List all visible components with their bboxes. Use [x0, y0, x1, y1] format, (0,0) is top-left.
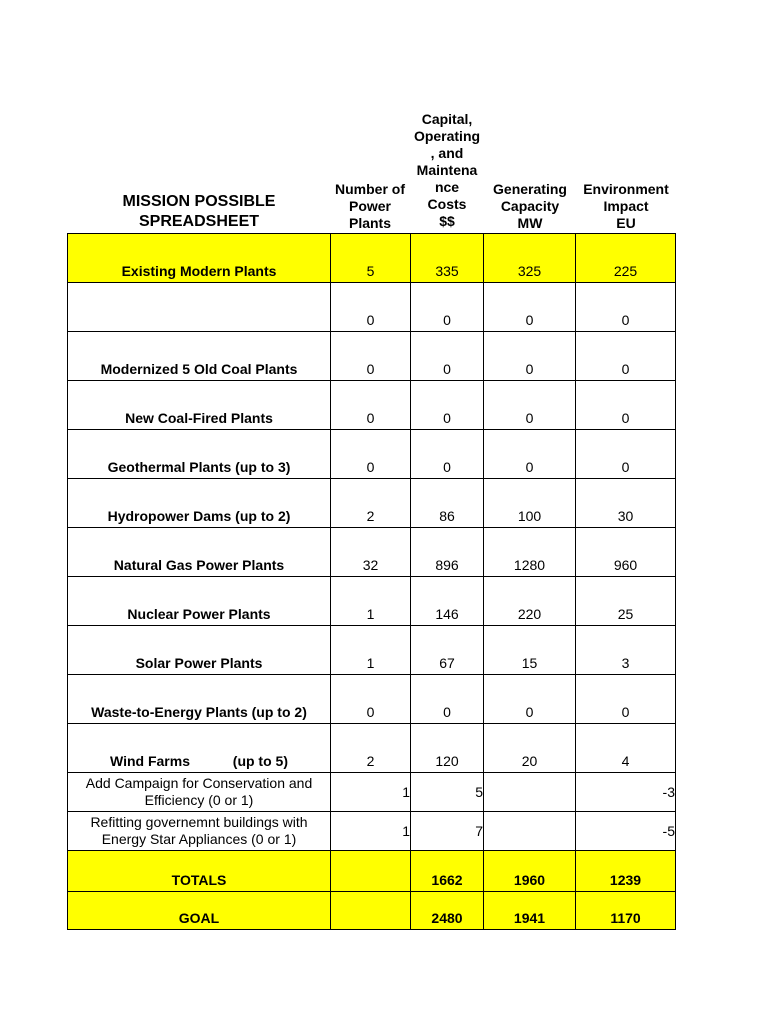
- cell-capacity[interactable]: [484, 773, 576, 812]
- header-environment-impact: Environment Impact EU: [583, 181, 669, 231]
- cell-number[interactable]: 2: [331, 479, 411, 528]
- cell-number[interactable]: 2: [331, 724, 411, 773]
- cell-costs[interactable]: 86: [411, 479, 484, 528]
- row-label[interactable]: New Coal-Fired Plants: [68, 381, 331, 430]
- cell-number[interactable]: 0: [331, 381, 411, 430]
- header-number-of-plants: Number of Power Plants: [335, 181, 405, 231]
- row-label[interactable]: Geothermal Plants (up to 3): [68, 430, 331, 479]
- page-title: MISSION POSSIBLE SPREADSHEET: [122, 193, 276, 230]
- cell-capacity[interactable]: 0: [484, 381, 576, 430]
- cell-capacity[interactable]: 1280: [484, 528, 576, 577]
- cell-capacity[interactable]: [484, 812, 576, 851]
- table-row: [68, 381, 676, 430]
- row-label[interactable]: Solar Power Plants: [68, 626, 331, 675]
- cell-costs[interactable]: 5: [411, 773, 484, 812]
- row-label[interactable]: Existing Modern Plants: [68, 234, 331, 283]
- row-label[interactable]: Modernized 5 Old Coal Plants: [68, 332, 331, 381]
- cell-impact[interactable]: 0: [576, 332, 676, 381]
- row-label[interactable]: Refitting governemnt buildings with Energy Star Appliances (0 or 1): [68, 812, 331, 851]
- cell-impact[interactable]: 1239: [576, 851, 676, 892]
- goal-label[interactable]: GOAL: [68, 892, 331, 930]
- cell-impact[interactable]: 4: [576, 724, 676, 773]
- cell-costs[interactable]: 2480: [411, 892, 484, 930]
- cell-number[interactable]: [331, 851, 411, 892]
- cell-capacity[interactable]: 0: [484, 430, 576, 479]
- table-row: [68, 577, 676, 626]
- cell-costs[interactable]: 0: [411, 381, 484, 430]
- cell-costs[interactable]: 0: [411, 430, 484, 479]
- table-row: [68, 528, 676, 577]
- cell-costs[interactable]: 896: [411, 528, 484, 577]
- cell-number[interactable]: 0: [331, 283, 411, 332]
- cell-capacity[interactable]: 100: [484, 479, 576, 528]
- cell-capacity[interactable]: 20: [484, 724, 576, 773]
- spreadsheet-table: [67, 233, 676, 930]
- row-label[interactable]: Nuclear Power Plants: [68, 577, 331, 626]
- cell-impact[interactable]: 225: [576, 234, 676, 283]
- cell-number[interactable]: 1: [331, 626, 411, 675]
- cell-costs[interactable]: 67: [411, 626, 484, 675]
- cell-capacity[interactable]: 325: [484, 234, 576, 283]
- row-label[interactable]: Add Campaign for Conservation and Efficiency (0 or 1): [68, 773, 331, 812]
- cell-number[interactable]: 32: [331, 528, 411, 577]
- header-generating-capacity: Generating Capacity MW: [493, 181, 567, 231]
- goal-row: [68, 892, 676, 930]
- table-row: [68, 626, 676, 675]
- cell-impact[interactable]: 30: [576, 479, 676, 528]
- cell-impact[interactable]: 0: [576, 381, 676, 430]
- table-row: [68, 283, 676, 332]
- cell-number[interactable]: 0: [331, 675, 411, 724]
- cell-capacity[interactable]: 0: [484, 283, 576, 332]
- cell-number[interactable]: 1: [331, 773, 411, 812]
- cell-number[interactable]: 0: [331, 430, 411, 479]
- row-label[interactable]: Natural Gas Power Plants: [68, 528, 331, 577]
- cell-number[interactable]: 1: [331, 812, 411, 851]
- cell-costs[interactable]: 7: [411, 812, 484, 851]
- cell-costs[interactable]: 0: [411, 332, 484, 381]
- cell-capacity[interactable]: 0: [484, 675, 576, 724]
- cell-impact[interactable]: 0: [576, 283, 676, 332]
- cell-costs[interactable]: 0: [411, 675, 484, 724]
- cell-capacity[interactable]: 0: [484, 332, 576, 381]
- row-label[interactable]: Hydropower Dams (up to 2): [68, 479, 331, 528]
- header-costs: Capital, Operating , and Maintena nce Costs $$: [413, 111, 481, 229]
- table-row: [68, 479, 676, 528]
- table-row: [68, 812, 676, 851]
- table-row: [68, 773, 676, 812]
- totals-row: [68, 851, 676, 892]
- cell-costs[interactable]: 0: [411, 283, 484, 332]
- row-label[interactable]: [68, 283, 331, 332]
- cell-costs[interactable]: 335: [411, 234, 484, 283]
- cell-costs[interactable]: 120: [411, 724, 484, 773]
- table-row: [68, 724, 676, 773]
- table-row: [68, 332, 676, 381]
- cell-capacity[interactable]: 1960: [484, 851, 576, 892]
- cell-impact[interactable]: 0: [576, 675, 676, 724]
- cell-number[interactable]: 5: [331, 234, 411, 283]
- row-label[interactable]: Waste-to-Energy Plants (up to 2): [68, 675, 331, 724]
- cell-impact[interactable]: 0: [576, 430, 676, 479]
- cell-number[interactable]: [331, 892, 411, 930]
- cell-capacity[interactable]: 220: [484, 577, 576, 626]
- cell-impact[interactable]: 3: [576, 626, 676, 675]
- cell-impact[interactable]: 1170: [576, 892, 676, 930]
- cell-impact[interactable]: 25: [576, 577, 676, 626]
- cell-impact[interactable]: 960: [576, 528, 676, 577]
- cell-number[interactable]: 0: [331, 332, 411, 381]
- cell-costs[interactable]: 1662: [411, 851, 484, 892]
- cell-costs[interactable]: 146: [411, 577, 484, 626]
- cell-impact[interactable]: -5: [576, 812, 676, 851]
- cell-capacity[interactable]: 15: [484, 626, 576, 675]
- cell-impact[interactable]: -3: [576, 773, 676, 812]
- totals-label[interactable]: TOTALS: [68, 851, 331, 892]
- row-label[interactable]: Wind Farms (up to 5): [68, 724, 331, 773]
- table-row: [68, 234, 676, 283]
- table-row: [68, 675, 676, 724]
- cell-number[interactable]: 1: [331, 577, 411, 626]
- table-row: [68, 430, 676, 479]
- cell-capacity[interactable]: 1941: [484, 892, 576, 930]
